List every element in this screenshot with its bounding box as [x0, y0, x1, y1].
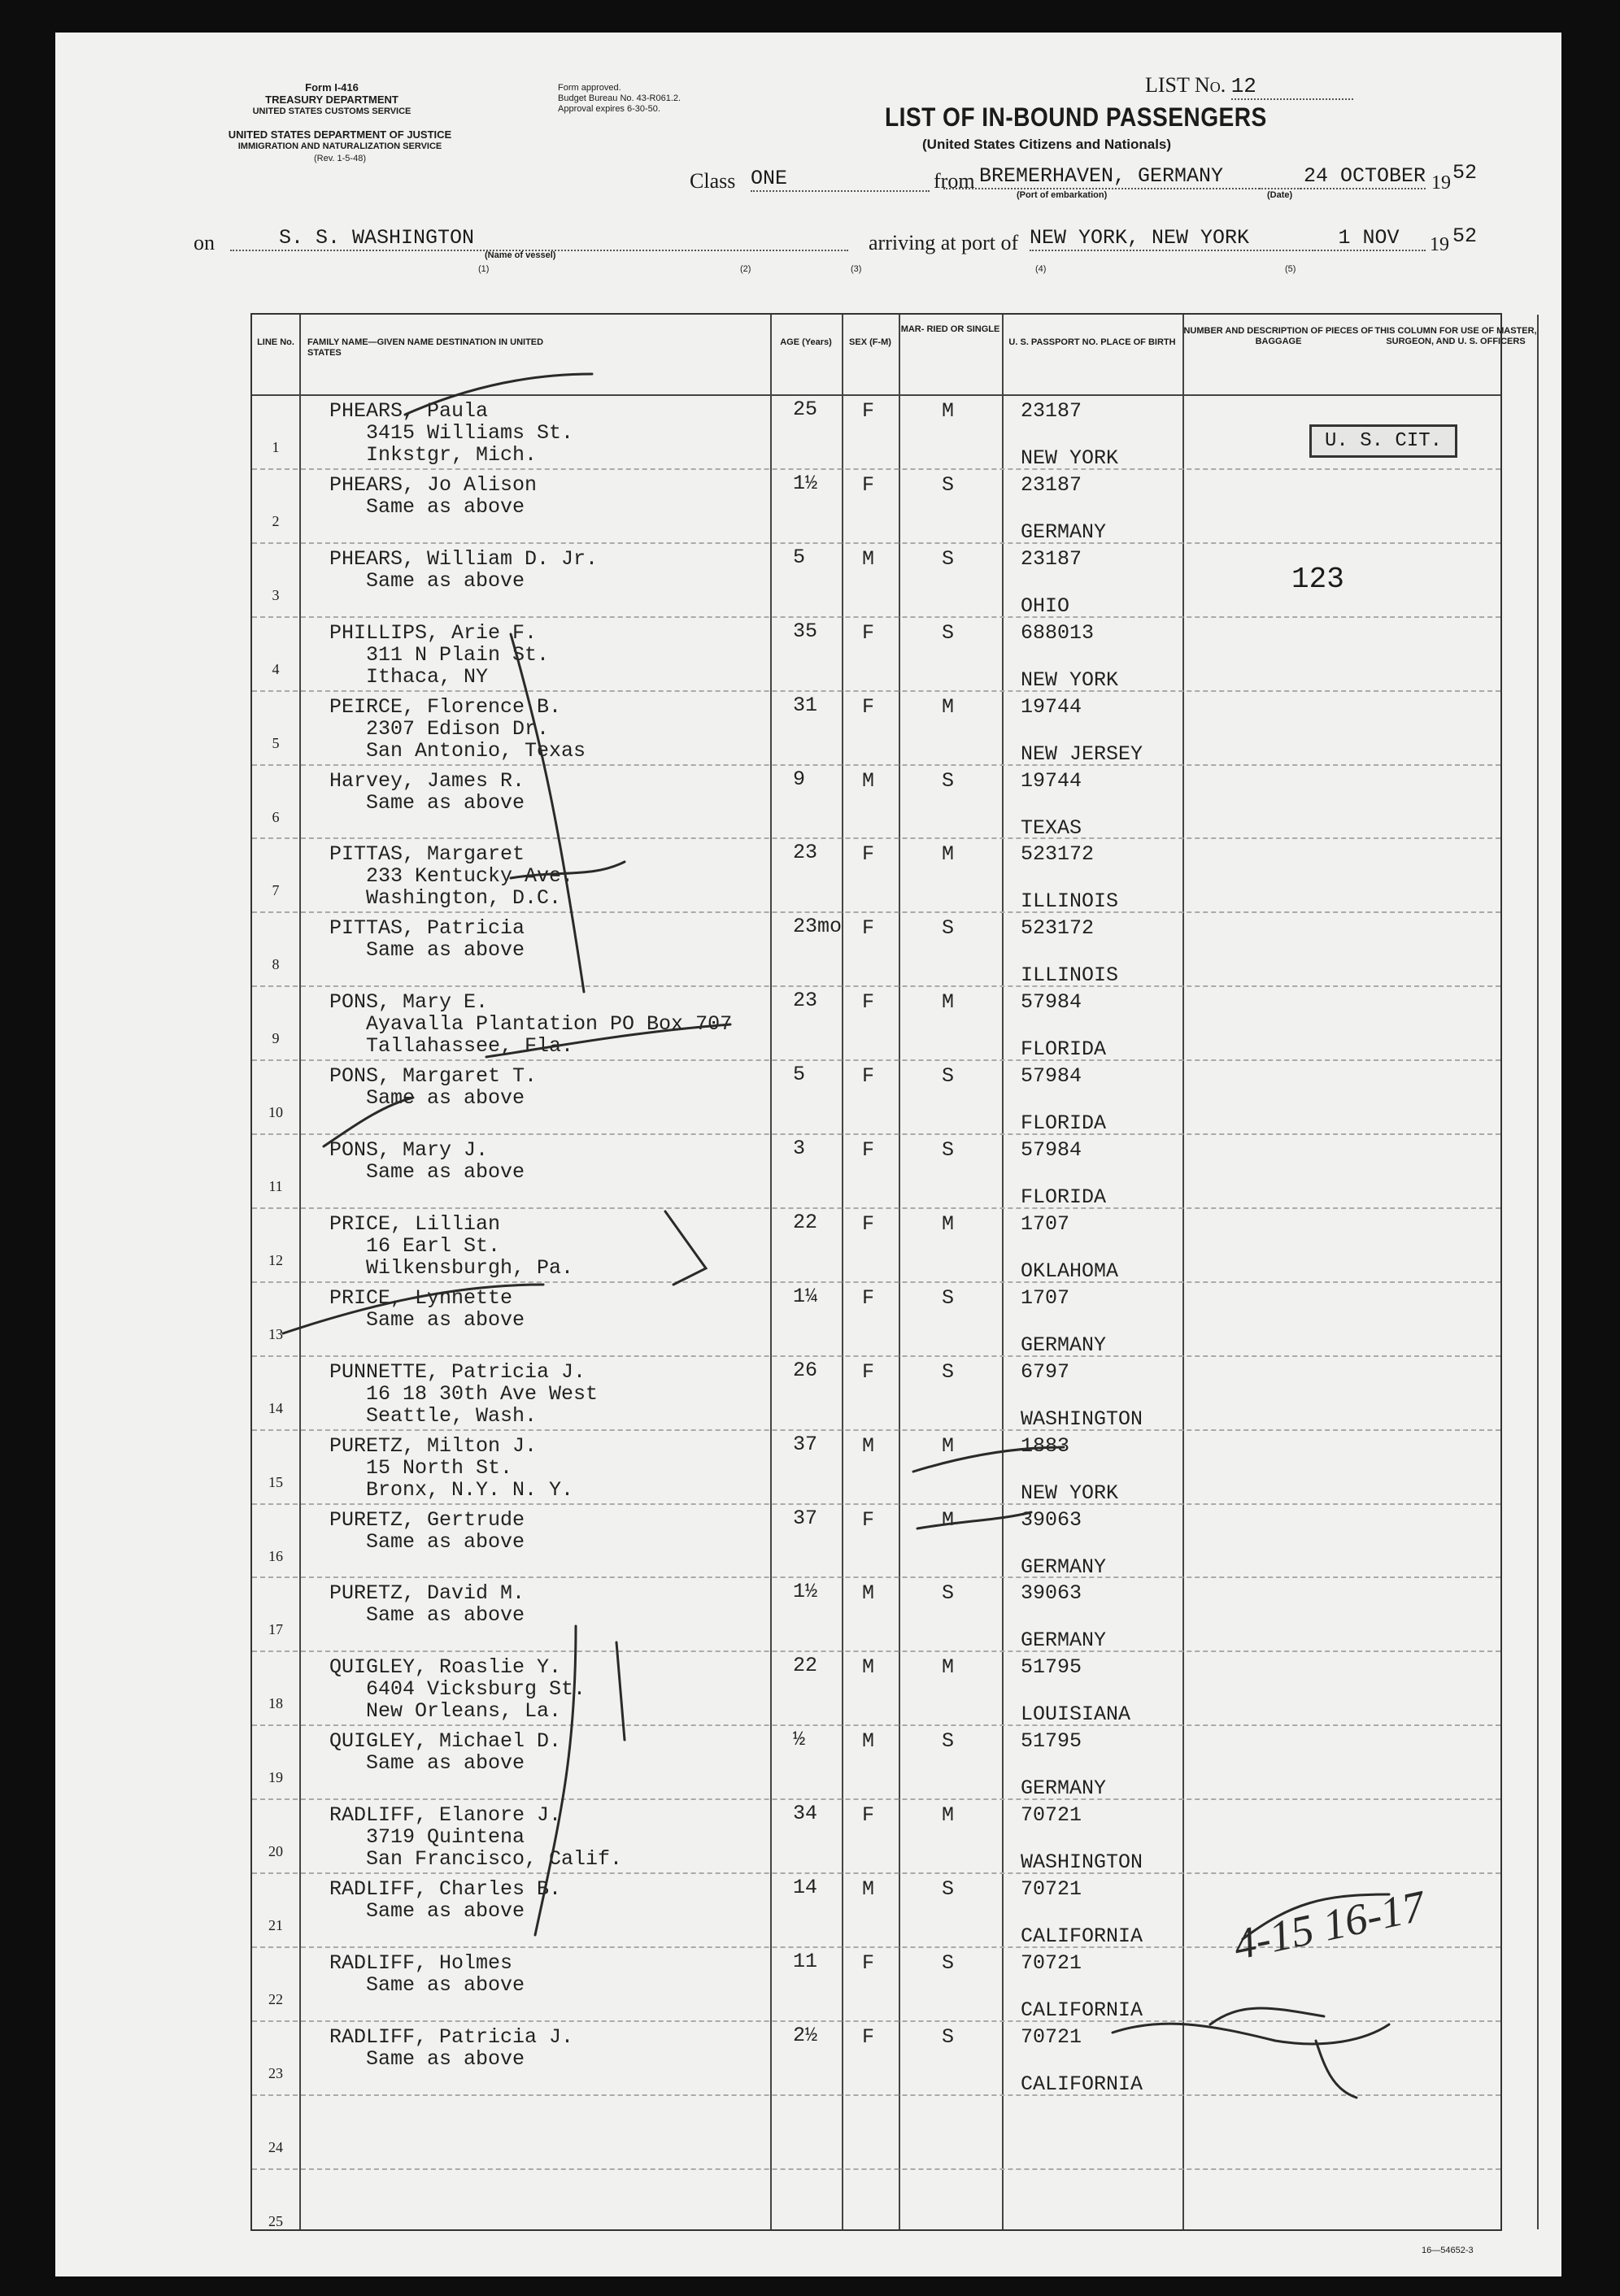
- header-line-no: LINE No.: [257, 337, 294, 347]
- cell-birth: NEW JERSEY: [1021, 741, 1143, 766]
- cell-addr1: 3719 Quintena: [366, 1825, 525, 1850]
- header-married: MAR- RIED OR SINGLE: [900, 324, 1000, 334]
- cell-age: 37: [793, 1432, 818, 1456]
- cell-ms: S: [942, 620, 955, 645]
- header-officers: THIS COLUMN FOR USE OF MASTER, SURGEON, AND U. S. OFFICERS: [1374, 326, 1537, 346]
- footer-code: 16—54652-3: [1422, 2246, 1474, 2255]
- embarkation-date: 24 OCTOBER: [1259, 164, 1426, 189]
- cell-age: 9: [793, 767, 806, 791]
- cell-sex: F: [862, 472, 875, 497]
- cell-passport: 688013: [1021, 620, 1095, 645]
- cell-age: 11: [793, 1949, 818, 1973]
- cell-sex: M: [862, 546, 875, 571]
- cell-addr1: Same as above: [366, 1160, 525, 1184]
- cell-ms: S: [942, 916, 955, 941]
- date-caption: (Date): [1267, 190, 1293, 200]
- cell-line: 11: [268, 1178, 283, 1194]
- cell-age: 23: [793, 989, 818, 1013]
- cell-sex: F: [862, 1138, 875, 1162]
- cell-age: 25: [793, 398, 818, 421]
- header-baggage: NUMBER AND DESCRIPTION OF PIECES OF BAGGAGE: [1183, 326, 1374, 346]
- cell-ms: S: [942, 1359, 955, 1384]
- cell-passport: 70721: [1021, 1803, 1082, 1828]
- cell-name: PURETZ, Gertrude: [329, 1507, 525, 1532]
- cell-sex: F: [862, 1803, 875, 1828]
- cell-name: RADLIFF, Charles B.: [329, 1877, 562, 1901]
- approval-line-1: Form approved.: [558, 83, 621, 93]
- cell-name: PHEARS, Paula: [329, 399, 489, 423]
- cell-addr1: 15 North St.: [366, 1455, 513, 1480]
- cell-sex: F: [862, 620, 875, 645]
- form-number: Form I-416: [305, 81, 359, 93]
- cell-ms: S: [942, 1877, 955, 1901]
- vessel-name: S. S. WASHINGTON: [230, 226, 848, 251]
- cell-sex: F: [862, 1507, 875, 1532]
- approval-line-3: Approval expires 6-30-50.: [558, 104, 660, 114]
- cell-age: 3: [793, 1137, 806, 1160]
- cell-addr1: Same as above: [366, 1086, 525, 1111]
- cell-birth: GERMANY: [1021, 1555, 1107, 1579]
- cell-addr2: New Orleans, La.: [366, 1699, 562, 1724]
- cell-name: PITTAS, Patricia: [329, 916, 525, 941]
- cell-addr1: Same as above: [366, 2046, 525, 2071]
- cell-age: 37: [793, 1506, 818, 1530]
- cell-sex: F: [862, 990, 875, 1015]
- cell-ms: M: [942, 842, 955, 867]
- cell-birth: LOUISIANA: [1021, 1702, 1131, 1727]
- cell-name: PHILLIPS, Arie F.: [329, 620, 538, 645]
- cell-line: 25: [268, 2212, 283, 2229]
- cell-age: 22: [793, 1654, 818, 1678]
- cell-sex: M: [862, 1433, 875, 1458]
- cell-passport: 23187: [1021, 399, 1082, 423]
- cell-age: 2½: [793, 2023, 818, 2047]
- cell-birth: NEW YORK: [1021, 446, 1119, 470]
- cell-passport: 19744: [1021, 694, 1082, 719]
- form-revision: (Rev. 1-5-48): [314, 154, 366, 163]
- cell-line: 24: [268, 2138, 283, 2155]
- from-label: from: [934, 169, 975, 193]
- cell-line: 4: [272, 660, 280, 677]
- class-label: Class: [690, 169, 736, 193]
- cell-sex: M: [862, 1729, 875, 1754]
- cell-birth: FLORIDA: [1021, 1037, 1107, 1062]
- cell-addr1: Same as above: [366, 1899, 525, 1923]
- port-embark-caption: (Port of embarkation): [1017, 190, 1108, 200]
- cell-age: 26: [793, 1358, 818, 1382]
- cell-age: ½: [793, 1728, 806, 1752]
- cell-age: 35: [793, 619, 818, 643]
- cell-line: 21: [268, 1917, 283, 1933]
- cell-passport: 70721: [1021, 2024, 1082, 2049]
- cell-age: 34: [793, 1802, 818, 1826]
- cell-line: 20: [268, 1843, 283, 1860]
- cell-line: 17: [268, 1621, 283, 1638]
- cell-passport: 23187: [1021, 546, 1082, 571]
- cell-ms: S: [942, 472, 955, 497]
- cell-name: PONS, Mary J.: [329, 1138, 489, 1162]
- cell-sex: F: [862, 842, 875, 867]
- cell-addr1: 311 N Plain St.: [366, 642, 550, 667]
- cell-ms: S: [942, 1285, 955, 1310]
- cell-addr1: 6404 Vicksburg St.: [366, 1677, 586, 1702]
- cell-birth: GERMANY: [1021, 1629, 1107, 1653]
- cell-addr1: 3415 Williams St.: [366, 421, 574, 445]
- cell-passport: 51795: [1021, 1655, 1082, 1680]
- cell-age: 5: [793, 1063, 806, 1087]
- cell-sex: F: [862, 2024, 875, 2049]
- cell-sex: M: [862, 1581, 875, 1606]
- embarkation-year: 52: [1452, 161, 1478, 185]
- cell-ms: M: [942, 399, 955, 423]
- cell-ms: S: [942, 1729, 955, 1754]
- cell-name: RADLIFF, Holmes: [329, 1950, 513, 1975]
- cell-addr2: Tallahassee, Fla.: [366, 1034, 574, 1059]
- citizenship-stamp: U. S. CIT.: [1309, 424, 1457, 458]
- cell-sex: F: [862, 1359, 875, 1384]
- cell-addr1: Same as above: [366, 568, 525, 593]
- cell-ms: M: [942, 694, 955, 719]
- cell-addr2: Ithaca, NY: [366, 664, 489, 689]
- cell-birth: WASHINGTON: [1021, 1850, 1143, 1875]
- cell-age: 14: [793, 1876, 818, 1899]
- cell-passport: 6797: [1021, 1359, 1070, 1384]
- on-label: on: [194, 231, 215, 254]
- header-passport: U. S. PASSPORT NO. PLACE OF BIRTH: [1008, 337, 1176, 347]
- column-number: (2): [740, 264, 751, 274]
- list-number-value: 12: [1231, 74, 1353, 100]
- cell-name: Harvey, James R.: [329, 768, 525, 793]
- cell-name: QUIGLEY, Michael D.: [329, 1729, 562, 1754]
- column-number: (5): [1285, 264, 1296, 274]
- cell-addr1: Same as above: [366, 1307, 525, 1332]
- cell-line: 5: [272, 734, 280, 751]
- cell-birth: NEW YORK: [1021, 1481, 1119, 1505]
- cell-line: 22: [268, 1990, 283, 2007]
- class-value: ONE: [751, 167, 930, 192]
- ins-service: IMMIGRATION AND NATURALIZATION SERVICE: [237, 141, 442, 151]
- handwritten-marks: [55, 33, 1561, 2276]
- cell-ms: M: [942, 1211, 955, 1236]
- cell-passport: 57984: [1021, 1064, 1082, 1089]
- cell-name: PURETZ, David M.: [329, 1581, 525, 1606]
- cell-passport: 70721: [1021, 1877, 1082, 1901]
- cell-line: 16: [268, 1547, 283, 1564]
- cell-addr2: Seattle, Wash.: [366, 1403, 538, 1428]
- header-sex: SEX (F-M): [849, 337, 891, 347]
- cell-sex: M: [862, 1877, 875, 1901]
- cell-name: QUIGLEY, Roaslie Y.: [329, 1655, 562, 1680]
- cell-passport: 1707: [1021, 1285, 1070, 1310]
- cell-birth: GERMANY: [1021, 520, 1107, 544]
- cell-passport: 39063: [1021, 1581, 1082, 1606]
- cell-name: PUNNETTE, Patricia J.: [329, 1359, 586, 1384]
- year-prefix: 19: [1431, 172, 1451, 194]
- cell-age: 23: [793, 841, 818, 865]
- treasury-dept: TREASURY DEPARTMENT: [265, 93, 398, 106]
- cell-addr1: 233 Kentucky Ave.: [366, 864, 574, 889]
- list-number-label: LIST No.: [1145, 73, 1226, 97]
- cell-addr2: Bronx, N.Y. N. Y.: [366, 1477, 574, 1502]
- cell-birth: OKLAHOMA: [1021, 1259, 1119, 1283]
- cell-line: 8: [272, 956, 280, 973]
- cell-line: 2: [272, 512, 280, 529]
- handwritten-numbers: 4-15 16-17: [1229, 1881, 1430, 1970]
- arrival-date: 1 NOV: [1312, 226, 1426, 251]
- cell-passport: 523172: [1021, 842, 1095, 867]
- cell-age: 22: [793, 1210, 818, 1234]
- cell-birth: TEXAS: [1021, 815, 1082, 840]
- cell-name: PHEARS, Jo Alison: [329, 472, 538, 497]
- cell-addr2: San Antonio, Texas: [366, 738, 586, 763]
- cell-addr2: Washington, D.C.: [366, 886, 562, 911]
- cell-ms: S: [942, 1581, 955, 1606]
- cell-passport: 1883: [1021, 1433, 1070, 1458]
- cell-name: PURETZ, Milton J.: [329, 1433, 538, 1458]
- cell-passport: 57984: [1021, 990, 1082, 1015]
- cell-sex: F: [862, 1950, 875, 1975]
- justice-dept: UNITED STATES DEPARTMENT OF JUSTICE: [228, 128, 452, 141]
- cell-line: 15: [268, 1473, 283, 1490]
- cell-sex: F: [862, 1211, 875, 1236]
- year-prefix: 19: [1430, 234, 1449, 255]
- cell-age: 23mo: [793, 915, 843, 939]
- cell-addr2: Inkstgr, Mich.: [366, 443, 538, 467]
- cell-ms: M: [942, 1507, 955, 1532]
- page-subtitle: (United States Citizens and Nationals): [922, 137, 1172, 152]
- cell-name: PONS, Mary E.: [329, 990, 489, 1015]
- cell-age: 1½: [793, 1580, 818, 1604]
- passenger-manifest-page: [55, 33, 1561, 2276]
- cell-sex: F: [862, 694, 875, 719]
- cell-age: 1½: [793, 471, 818, 495]
- header-name: FAMILY NAME—GIVEN NAME DESTINATION IN UNITED STATES: [307, 337, 544, 358]
- cell-sex: F: [862, 1285, 875, 1310]
- cell-passport: 23187: [1021, 472, 1082, 497]
- cell-addr1: 16 18 30th Ave West: [366, 1381, 599, 1406]
- cell-ms: S: [942, 546, 955, 571]
- cell-birth: CALIFORNIA: [1021, 1998, 1143, 2022]
- cell-addr1: Same as above: [366, 1751, 525, 1776]
- header-age: AGE (Years): [780, 337, 832, 347]
- cell-passport: 39063: [1021, 1507, 1082, 1532]
- cell-line: 1: [272, 439, 280, 455]
- cell-line: 13: [268, 1325, 283, 1342]
- cell-name: PONS, Margaret T.: [329, 1064, 538, 1089]
- cell-line: 18: [268, 1695, 283, 1712]
- cell-ms: M: [942, 990, 955, 1015]
- cell-ms: M: [942, 1655, 955, 1680]
- cell-passport: 70721: [1021, 1950, 1082, 1975]
- cell-passport: 19744: [1021, 768, 1082, 793]
- column-number: (1): [478, 264, 490, 274]
- cell-ms: S: [942, 1138, 955, 1162]
- cell-birth: WASHINGTON: [1021, 1407, 1143, 1431]
- cell-line: 12: [268, 1251, 283, 1268]
- cell-passport: 1707: [1021, 1211, 1070, 1236]
- cell-name: RADLIFF, Patricia J.: [329, 2024, 574, 2049]
- cell-line: 3: [272, 586, 280, 603]
- cell-passport: 51795: [1021, 1729, 1082, 1754]
- cell-birth: GERMANY: [1021, 1776, 1107, 1801]
- cell-line: 10: [268, 1104, 283, 1121]
- cell-sex: F: [862, 399, 875, 423]
- cell-line: 19: [268, 1769, 283, 1786]
- cell-addr1: 2307 Edison Dr.: [366, 716, 550, 741]
- port-of-embarkation: BREMERHAVEN, GERMANY: [943, 164, 1301, 189]
- cell-ms: S: [942, 1950, 955, 1975]
- cell-name: PHEARS, William D. Jr.: [329, 546, 599, 571]
- cell-birth: ILLINOIS: [1021, 889, 1119, 914]
- cell-age: 5: [793, 545, 806, 569]
- cell-passport: 57984: [1021, 1138, 1082, 1162]
- cell-ms: M: [942, 1433, 955, 1458]
- cell-birth: ILLINOIS: [1021, 963, 1119, 988]
- cell-name: PEIRCE, Florence B.: [329, 694, 562, 719]
- cell-birth: CALIFORNIA: [1021, 2072, 1143, 2096]
- vessel-caption: (Name of vessel): [485, 250, 556, 260]
- cell-name: PRICE, Lillian: [329, 1211, 501, 1236]
- cell-birth: FLORIDA: [1021, 1111, 1107, 1136]
- cell-birth: GERMANY: [1021, 1333, 1107, 1357]
- cell-addr1: Same as above: [366, 1972, 525, 1997]
- cell-addr1: Same as above: [366, 1529, 525, 1554]
- cell-line: 6: [272, 808, 280, 825]
- cell-birth: CALIFORNIA: [1021, 1924, 1143, 1948]
- approval-line-2: Budget Bureau No. 43-R061.2.: [558, 93, 682, 103]
- cell-addr2: Wilkensburgh, Pa.: [366, 1255, 574, 1280]
- cell-sex: F: [862, 1064, 875, 1089]
- cell-addr1: Same as above: [366, 1603, 525, 1628]
- cell-line: 7: [272, 882, 280, 899]
- cell-name: PITTAS, Margaret: [329, 842, 525, 867]
- cell-birth: FLORIDA: [1021, 1185, 1107, 1209]
- cell-addr1: 16 Earl St.: [366, 1233, 501, 1258]
- cell-ms: S: [942, 2024, 955, 2049]
- cell-addr1: Ayavalla Plantation PO Box 707: [366, 1012, 733, 1037]
- cell-addr1: Same as above: [366, 790, 525, 815]
- officer-note: 123: [1291, 563, 1344, 596]
- column-number: (3): [851, 264, 862, 274]
- cell-sex: F: [862, 916, 875, 941]
- customs-service: UNITED STATES CUSTOMS SERVICE: [252, 107, 412, 116]
- cell-line: 9: [272, 1030, 280, 1047]
- cell-addr2: San Francisco, Calif.: [366, 1847, 623, 1872]
- cell-addr1: Same as above: [366, 494, 525, 519]
- cell-sex: M: [862, 1655, 875, 1680]
- cell-line: 14: [268, 1399, 283, 1416]
- column-number: (4): [1035, 264, 1047, 274]
- arrival-year: 52: [1452, 224, 1478, 248]
- cell-age: 31: [793, 693, 818, 717]
- arrival-port: NEW YORK, NEW YORK: [1030, 226, 1310, 251]
- cell-name: RADLIFF, Elanore J.: [329, 1803, 562, 1828]
- cell-ms: S: [942, 768, 955, 793]
- cell-passport: 523172: [1021, 916, 1095, 941]
- cell-ms: S: [942, 1064, 955, 1089]
- cell-name: PRICE, Lynnette: [329, 1285, 513, 1310]
- cell-line: 23: [268, 2064, 283, 2081]
- cell-birth: NEW YORK: [1021, 667, 1119, 692]
- cell-sex: M: [862, 768, 875, 793]
- cell-ms: M: [942, 1803, 955, 1828]
- cell-birth: OHIO: [1021, 594, 1070, 618]
- page-title: LIST OF IN-BOUND PASSENGERS: [885, 102, 1267, 132]
- cell-age: 1¼: [793, 1284, 818, 1308]
- cell-addr1: Same as above: [366, 938, 525, 963]
- arriving-label: arriving at port of: [869, 231, 1019, 254]
